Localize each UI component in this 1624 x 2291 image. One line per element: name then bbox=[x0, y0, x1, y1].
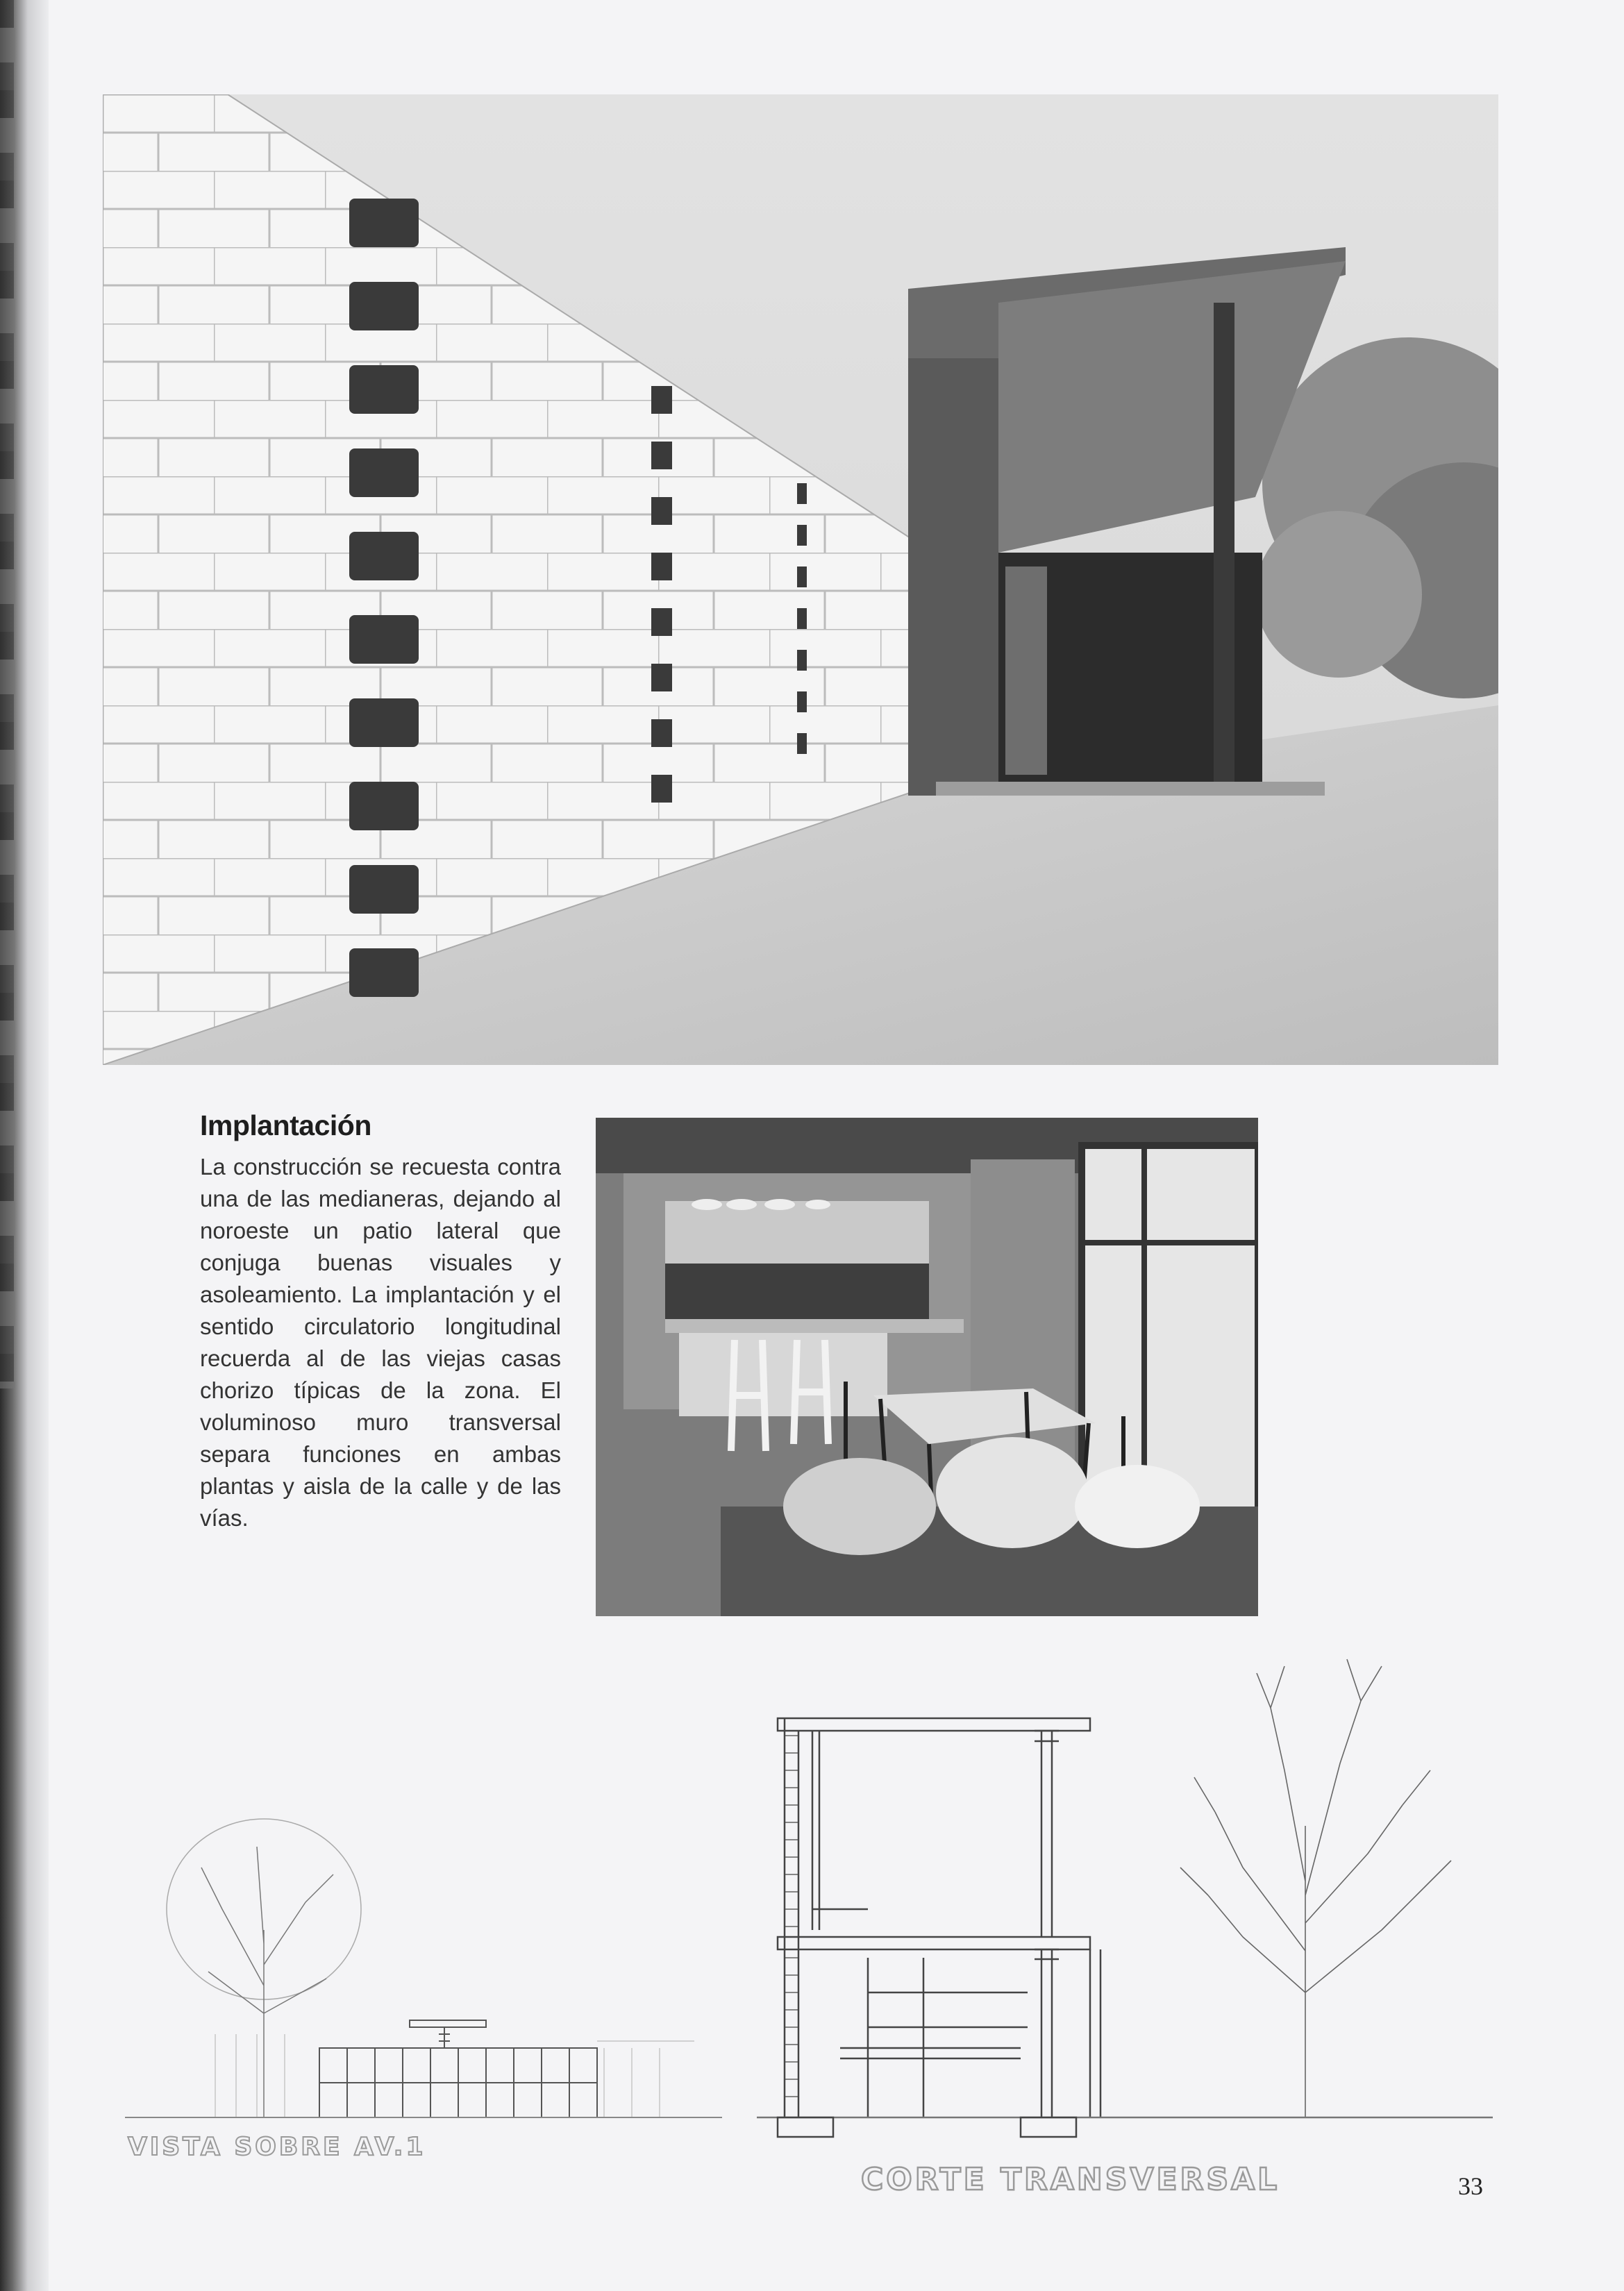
elevation-drawing bbox=[125, 1805, 722, 2131]
section-heading: Implantación bbox=[200, 1109, 371, 1141]
body-paragraph: La construcción se recuesta contra una de las medianeras, dejando al noroeste un patio lateral que conjuga buenas visuales y asoleamiento. La implantación y el sentido circulatorio longitudinal recuerda al de las viejas casas chorizo típicas de la zona. El voluminoso muro transversal separa funciones en ambas plantas y aisla de la calle y de las vías. bbox=[200, 1154, 561, 1531]
elevation-caption: VISTA SOBRE AV.1 bbox=[128, 2133, 426, 2161]
interior-photo bbox=[596, 1118, 1258, 1616]
adjacent-page-edge bbox=[0, 0, 14, 1388]
section-drawing bbox=[757, 1604, 1493, 2159]
exterior-photo bbox=[103, 94, 1498, 1065]
page-number: 33 bbox=[1458, 2172, 1483, 2200]
section-caption: CORTE TRANSVERSAL bbox=[861, 2162, 1280, 2197]
